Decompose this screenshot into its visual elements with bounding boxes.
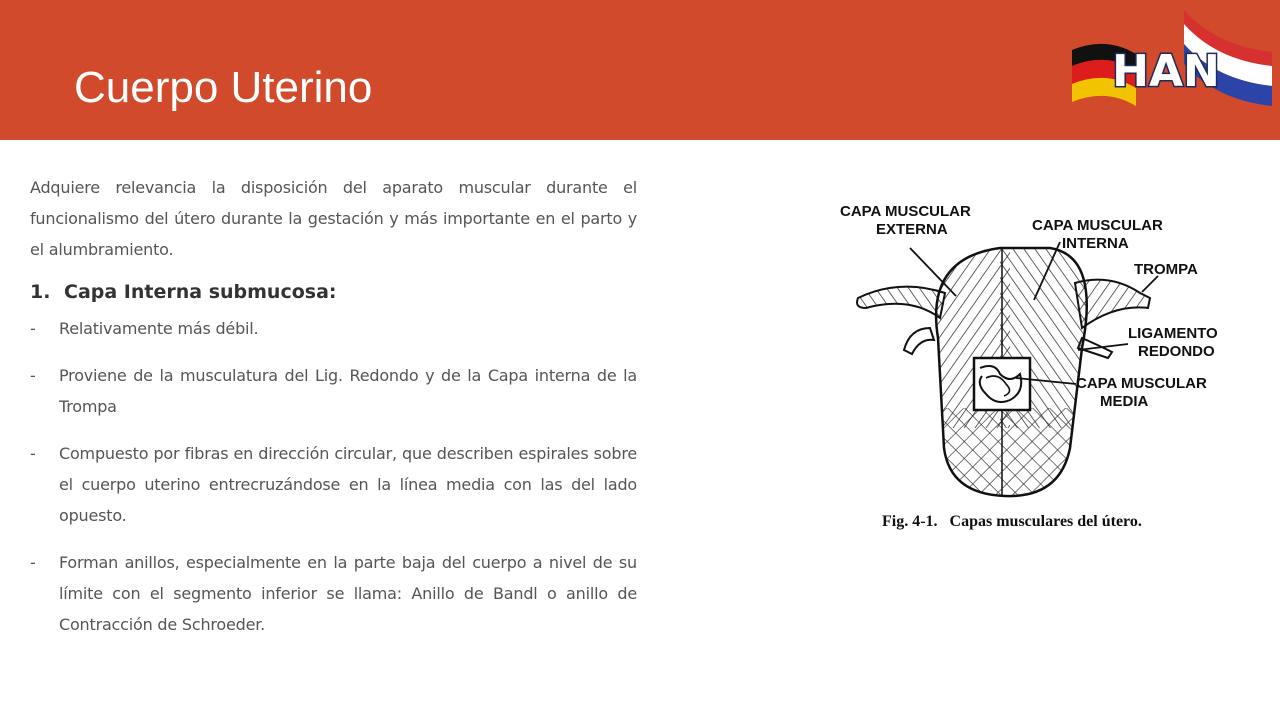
list-item [30,360,637,422]
logo-text: HAN [1112,46,1220,97]
label-externa-1: CAPA MUSCULAR [840,203,971,220]
bullet-text: Forman anillos, especialmente en la parte baja del cuerpo a nivel de su límite con el segmento inferior se llama: Anillo de Bandl o anillo de Contracción de Schroeder. [59,553,637,634]
list-item [30,438,637,531]
label-interna-1: CAPA MUSCULAR [1032,217,1163,234]
bullet-text: Proviene de la musculatura del Lig. Redondo y de la Capa interna de la Trompa [59,366,637,416]
bullet-dash: - [30,319,36,338]
label-media-2: MEDIA [1100,393,1149,410]
label-ligamento-2: REDONDO [1138,343,1215,360]
section-title: Capa Interna submucosa: [64,281,337,303]
label-media-1: CAPA MUSCULAR [1076,375,1207,392]
label-trompa: TROMPA [1134,261,1198,278]
label-ligamento-1: LIGAMENTO [1128,325,1218,342]
bullet-text: Compuesto por fibras en dirección circular, que describen espirales sobre el cuerpo uterino entrecruzándose en la línea media con las del lado opuesto. [59,444,637,525]
bullet-dash: - [30,553,36,572]
intro-paragraph: Adquiere relevancia la disposición del aparato muscular durante el funcionalismo del útero durante la gestación y más importante en el parto y el alumbramiento. [30,178,637,259]
bullet-list [30,313,637,640]
bullet-text: Relativamente más débil. [59,319,259,338]
section-number: 1. [30,281,51,303]
han-logo [1066,6,1276,118]
label-externa-2: EXTERNA [876,221,948,238]
label-interna-2: INTERNA [1062,235,1129,252]
bullet-dash: - [30,444,36,463]
figure-caption: Fig. 4-1. Capas musculares del útero. [882,513,1142,530]
bullet-dash: - [30,366,36,385]
list-item [30,313,637,344]
slide-content [30,172,637,656]
list-item [30,547,637,640]
header-bar [0,0,1280,140]
slide-title: Cuerpo Uterino [74,63,373,112]
uterus-diagram [820,178,1240,558]
section-heading [30,281,637,303]
